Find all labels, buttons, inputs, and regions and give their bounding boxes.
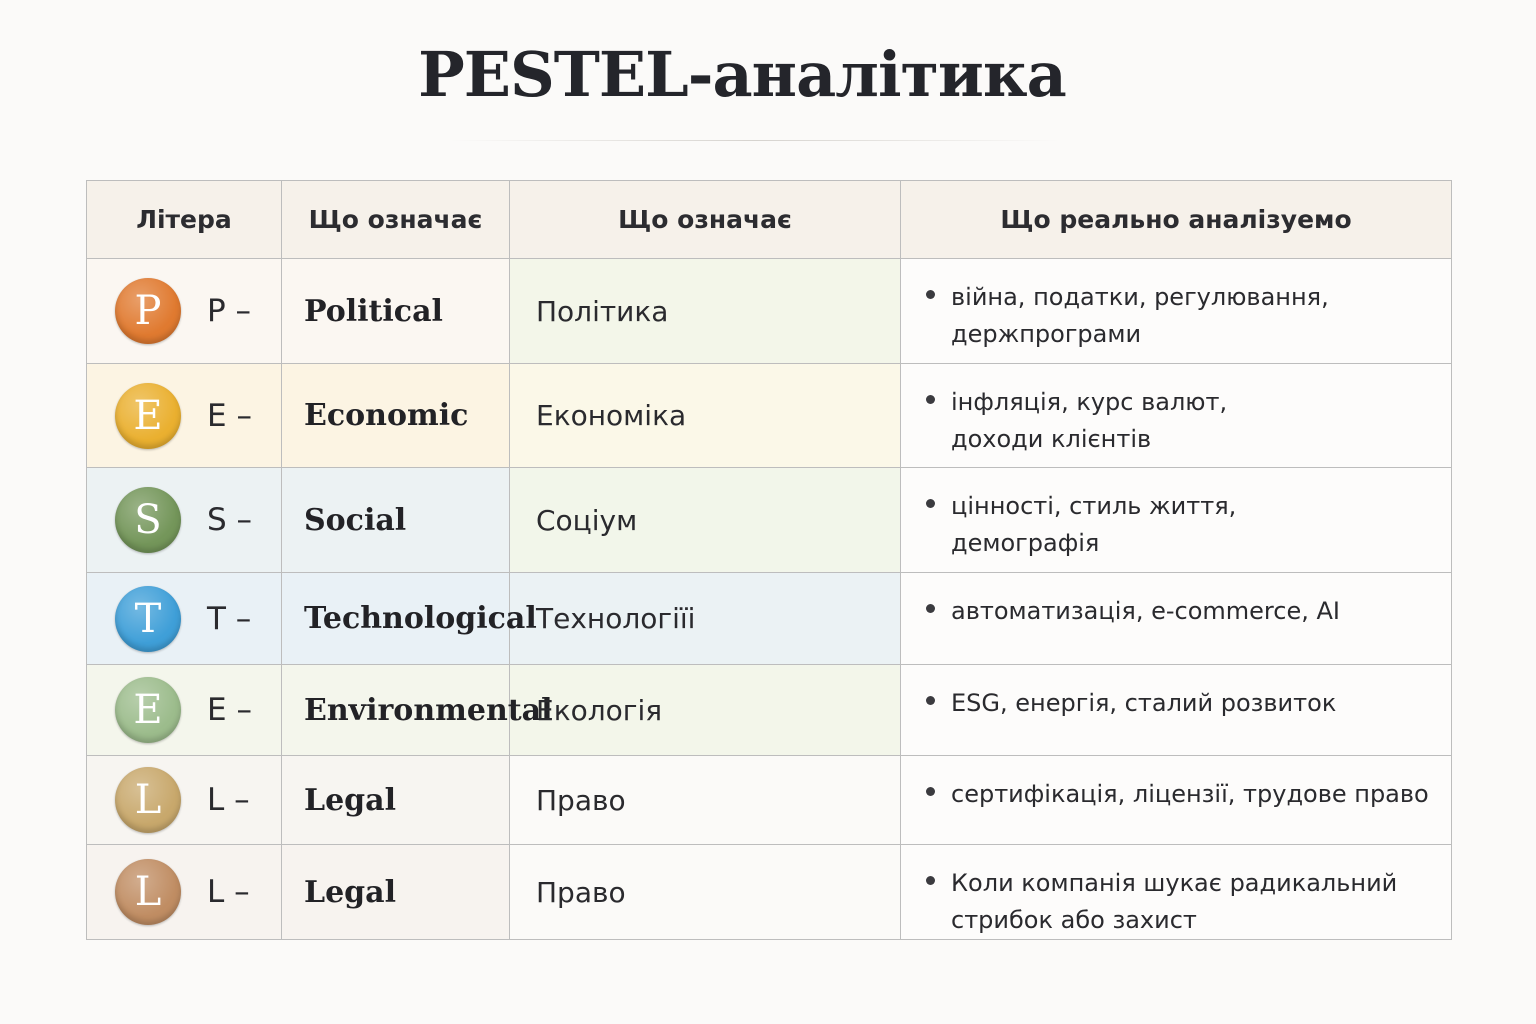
table-row xyxy=(87,468,1452,573)
title-divider xyxy=(450,140,1060,141)
analysis-line: ESG, енергія, сталий розвиток xyxy=(951,689,1337,717)
analysis-line: сертифікація, ліцензії, трудове право xyxy=(951,780,1429,808)
letter-badge: L xyxy=(115,767,181,833)
analysis-line: стрибок або захист xyxy=(951,906,1197,934)
bullet-icon xyxy=(926,876,935,885)
letter-cell xyxy=(87,364,282,468)
analysis-line: автоматизація, e-commerce, AI xyxy=(951,597,1340,625)
meaning-ua-cell: Економіка xyxy=(510,364,901,468)
analysis-cell xyxy=(901,845,1452,940)
letter-label: S – xyxy=(207,502,253,538)
letter-label: E – xyxy=(207,692,252,728)
letter-label: P – xyxy=(207,293,252,329)
analysis-line: Коли компанія шукає радикальний xyxy=(951,869,1398,897)
meaning-en-cell: Legal xyxy=(282,756,510,845)
table-row xyxy=(87,573,1452,665)
analysis-line: цінності, стиль життя, xyxy=(951,492,1237,520)
table-row xyxy=(87,364,1452,468)
meaning-en-cell: Legal xyxy=(282,845,510,940)
letter-cell xyxy=(87,845,282,940)
bullet-icon xyxy=(926,395,935,404)
table-row xyxy=(87,845,1452,940)
letter-badge: E xyxy=(115,383,181,449)
meaning-en-cell: Technological xyxy=(282,573,510,665)
page-title: PESTEL-аналітика xyxy=(418,38,1066,111)
bullet-icon xyxy=(926,696,935,705)
header-meaning-ua: Що означає xyxy=(510,181,901,259)
letter-label: T – xyxy=(207,600,252,637)
letter-label: L – xyxy=(207,782,250,818)
analysis-cell xyxy=(901,259,1452,364)
letter-cell xyxy=(87,259,282,364)
letter-badge: E xyxy=(115,677,181,743)
meaning-ua-cell: Технологіїі xyxy=(510,573,901,665)
meaning-ua-cell: Право xyxy=(510,756,901,845)
bullet-icon xyxy=(926,290,935,299)
table-row xyxy=(87,665,1452,756)
analysis-cell xyxy=(901,468,1452,573)
bullet-icon xyxy=(926,604,935,613)
bullet-icon xyxy=(926,787,935,796)
analysis-line: демографія xyxy=(951,529,1100,557)
letter-cell xyxy=(87,468,282,573)
analysis-cell xyxy=(901,364,1452,468)
header-analysis: Що реально аналізуемо xyxy=(901,181,1452,259)
table-row xyxy=(87,756,1452,845)
letter-badge: L xyxy=(115,859,181,925)
meaning-en-cell: Economic xyxy=(282,364,510,468)
letter-label: L – xyxy=(207,874,250,910)
letter-badge: T xyxy=(115,586,181,652)
meaning-ua-cell: Політика xyxy=(510,259,901,364)
meaning-en-cell: Environmental xyxy=(282,665,510,756)
letter-badge: S xyxy=(115,487,181,553)
table-header-row xyxy=(87,181,1452,259)
analysis-line: держпрограми xyxy=(951,320,1142,348)
analysis-cell xyxy=(901,756,1452,845)
letter-badge: P xyxy=(115,278,181,344)
meaning-en-cell: Social xyxy=(282,468,510,573)
bullet-icon xyxy=(926,499,935,508)
analysis-line: інфляція, курс валют, xyxy=(951,388,1228,416)
letter-cell xyxy=(87,573,282,665)
letter-cell xyxy=(87,756,282,845)
header-letter: Літера xyxy=(87,181,282,259)
table-row xyxy=(87,259,1452,364)
meaning-ua-cell: Право xyxy=(510,845,901,940)
meaning-en-cell: Political xyxy=(282,259,510,364)
meaning-ua-cell: Екологія xyxy=(510,665,901,756)
pestel-table xyxy=(86,180,1452,940)
analysis-cell xyxy=(901,573,1452,665)
header-meaning-en: Що означає xyxy=(282,181,510,259)
analysis-line: доходи клієнтів xyxy=(951,425,1152,453)
meaning-ua-cell: Соціум xyxy=(510,468,901,573)
letter-label: E – xyxy=(207,397,252,434)
letter-cell xyxy=(87,665,282,756)
analysis-line: війна, податки, регулювання, xyxy=(951,283,1329,311)
analysis-cell xyxy=(901,665,1452,756)
